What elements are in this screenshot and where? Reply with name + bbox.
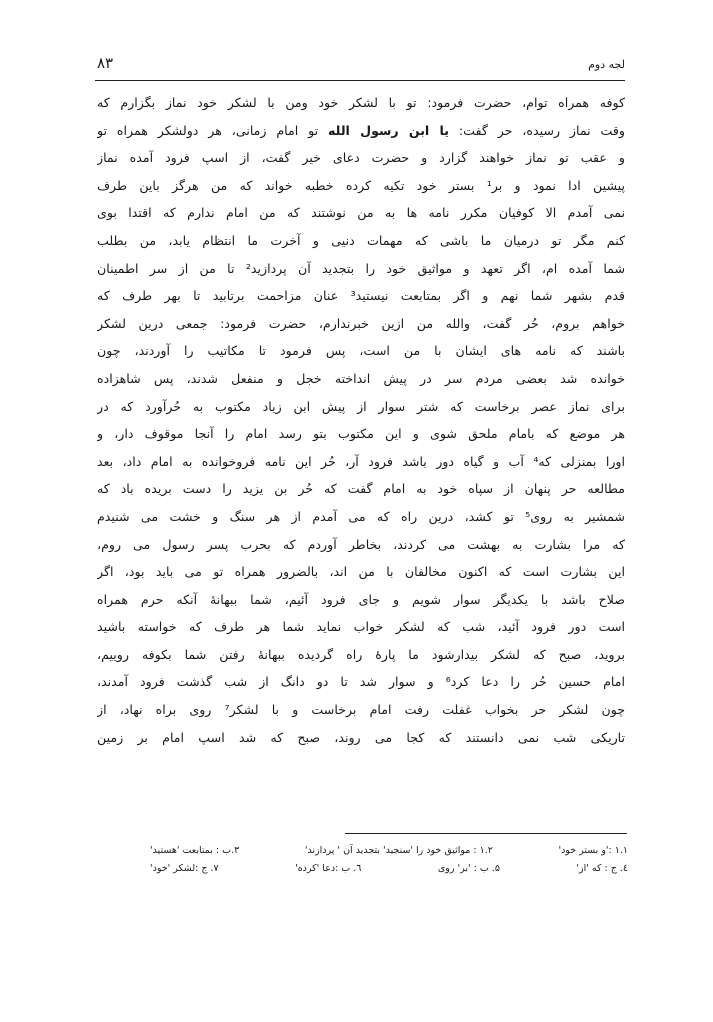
text-line — [97, 365, 625, 393]
text-line — [97, 503, 625, 531]
text-run: که مرا بشارت به بهشت می کردند، بخاطر آوردم که بحرب پسر رسول می روم، — [97, 536, 625, 552]
text-line — [97, 117, 625, 145]
text-line — [97, 255, 625, 283]
text-line — [97, 586, 625, 614]
text-run: بروید، صبح که لشکر بیدارشود ما پارهٔ راه گردیده ببهانهٔ رفتن شما بکوفه روییم، — [97, 646, 625, 662]
text-line — [97, 475, 625, 503]
text-run: خوانده شد بعضی مردم سر در پیش انداخته خجل و منفعل شدند، پس شاهزاده — [97, 370, 625, 386]
text-run: قدم بشهر شما نهم و اگر بمتابعت نیستید³ عنان مزاحمت برتابید تا بهر طرف که — [97, 288, 625, 304]
running-header — [97, 52, 625, 76]
text-run: نمی آمدم الا کوفیان مکرر نامه ها به من نوشتند که من امام ندارم که اقتدا بوی — [97, 205, 625, 221]
text-line — [97, 337, 625, 365]
footnote-row — [150, 860, 628, 878]
text-run: اورا بمنزلی که⁴ آب و گیاه دور باشد فرود آر، حُر این نامه فروخوانده به امام داد، بعد — [97, 453, 625, 469]
text-line — [97, 172, 625, 200]
header-rule — [95, 80, 625, 81]
footnote: ۵. ب : 'بر' روی — [437, 863, 500, 874]
text-run: خواهم بروم، حُر گفت، والله من ازین خبرندارم، حضرت فرمود: جمعی درین لشکر — [97, 315, 625, 331]
text-line — [97, 282, 625, 310]
text-run: و عقب تو نماز خواهند گزارد و حضرت دعای خیر گفت، از اسپ فرود آمده نماز — [97, 150, 625, 166]
text-run: این بشارت است که اکنون مخالفان با من اند، بالضرور همراه تو می باید بود، اگر — [97, 564, 625, 580]
text-run: برای نماز عصر برخاست که شتر سوار از پیش ابن زیاد مکتوب به حُرآورد که در — [97, 398, 625, 414]
text-run: شما آمده ام، اگر تعهد و مواثیق خود را بتجدید آن پردازید² تا من از سر اطمینان — [97, 260, 625, 276]
text-line — [97, 310, 625, 338]
text-run: تو امام زمانی، هر دولشکر همراه تو — [97, 122, 329, 138]
text-line — [97, 613, 625, 641]
text-run: پیشین ادا نمود و بر¹ بستر خود تکیه کرده خطبه خواند که من هرگز باین طرف — [97, 177, 625, 193]
footnote: ۳.ب : بمتابعت 'هستید' — [150, 845, 240, 856]
text-run: باشند که نامه های ایشان با من است، پس فرمود تا مکاتیب را آوردند، چون — [97, 343, 625, 359]
text-run: وقت نماز رسیده، حر گفت: — [448, 122, 625, 138]
text-run: تاریکی شب نمی دانستند که کجا می روند، صبح که شد اسپ امام بر زمین — [97, 729, 625, 745]
text-run: مطالعه حر پنهان از سپاه خود به امام گفت که حُر بن یزید را دست بریده باد که — [97, 481, 625, 497]
text-run: کنم مگر تو درمیان ما باشی که مهمات دنیی و آخرت ما انتظام یابد، من بطلب — [97, 232, 625, 248]
text-line — [97, 420, 625, 448]
text-run: صلاح باشد با یکدیگر سوار شویم و جای فرود آئیم، شما ببهانهٔ آنکه حرم همراه — [97, 591, 625, 607]
text-line — [97, 696, 625, 724]
footnote: ٤. ج : که 'از' — [576, 863, 628, 874]
footnote-row — [150, 842, 628, 860]
text-run: امام حسین حُر را دعا کرد⁶ و سوار شد تا دو دانگ از شب گذشت فرود آمدند، — [97, 674, 625, 690]
footnote: ٦. ب :دعا 'کرده' — [295, 863, 362, 874]
footnote: ۱.۱ :'و بستر خود' — [558, 845, 628, 856]
page-number: ۸۳ — [97, 54, 114, 72]
text-line — [97, 641, 625, 669]
text-line — [97, 558, 625, 586]
footnote: ۷. ج :لشکر 'خود' — [150, 863, 219, 874]
text-line — [97, 724, 625, 752]
body-text — [97, 89, 625, 751]
bold-phrase: یا ابن رسول الله — [328, 122, 449, 138]
text-line — [97, 448, 625, 476]
footnotes — [150, 842, 628, 878]
footnote-rule — [345, 833, 627, 834]
text-run: هر موضع که بامام ملحق شوی و این مکتوب بتو رسد امام را آنجا موقوف دار، و — [97, 426, 625, 442]
text-run: است دور فرود آئید، شب که لشکر خواب نماید شما هر طرف که خواسته باشید — [97, 619, 625, 635]
text-run: شمشیر به روی⁵ تو کشد، درین راه که می آمدم از هر سنگ و خشت می شنیدم — [97, 508, 625, 524]
text-run: چون لشکر حر بخواب غفلت رفت امام برخاست و با لشکر⁷ روی براه نهاد، از — [97, 702, 625, 718]
text-line — [97, 393, 625, 421]
text-line — [97, 144, 625, 172]
text-line — [97, 227, 625, 255]
text-line — [97, 199, 625, 227]
text-line — [97, 89, 625, 117]
text-line — [97, 531, 625, 559]
text-line — [97, 668, 625, 696]
text-run: کوفه همراه توام، حضرت فرمود: تو با لشکر خود ومن با لشکر خود نماز بگزارم که — [97, 95, 625, 110]
chapter-title: لجه دوم — [588, 58, 625, 71]
footnote: ۱.۲ : مواثیق خود را 'سنجید' بتجدید آن ' پردازند' — [304, 845, 493, 856]
